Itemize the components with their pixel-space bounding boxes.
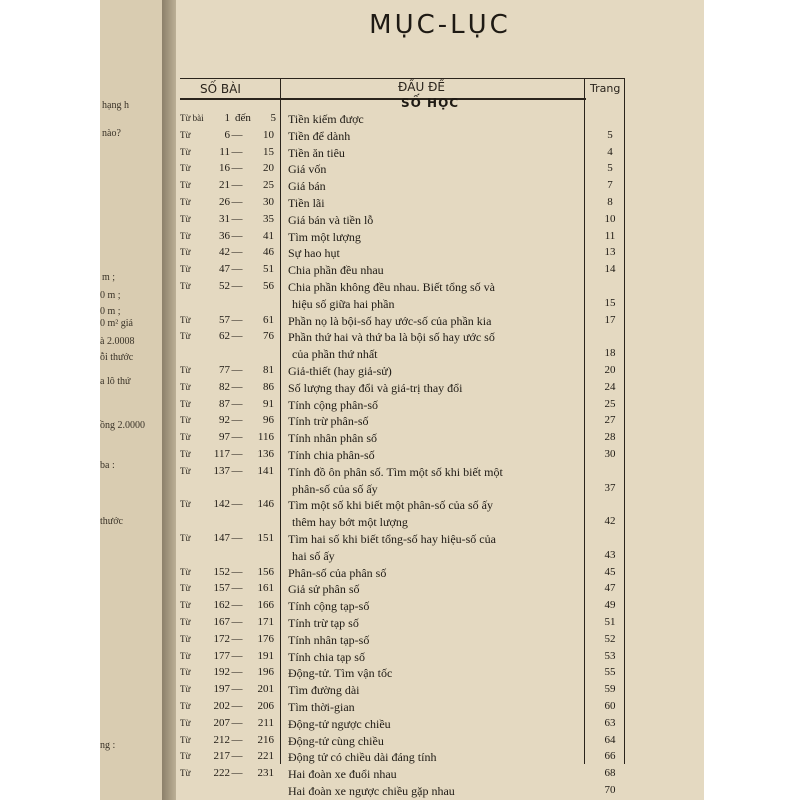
exercise-range (180, 582, 280, 594)
left-page-text-fragment: 0 m ; (100, 290, 121, 301)
page-number: 5 (607, 162, 613, 175)
range-sep: — (231, 448, 243, 460)
table-top-rule (180, 78, 624, 79)
range-prefix: Từ (180, 734, 191, 745)
range-prefix: Từ (180, 247, 191, 258)
range-from: 47 (219, 263, 230, 276)
range-to: 206 (257, 700, 274, 712)
topic-title: Hai đoàn xe đuổi nhau (288, 767, 397, 782)
range-to: 10 (263, 128, 274, 141)
exercise-range (180, 566, 280, 578)
range-to: 81 (263, 364, 274, 376)
range-from: 52 (219, 280, 230, 292)
range-to: 25 (263, 179, 274, 192)
exercise-range (180, 112, 280, 124)
range-to: 61 (263, 313, 274, 326)
range-to: 5 (270, 112, 276, 124)
topic-title: Hai đoàn xe ngược chiều gặp nhau (288, 784, 455, 798)
page-number: 42 (604, 515, 616, 528)
range-sep: — (231, 767, 243, 780)
range-from: 82 (219, 380, 230, 393)
page-number: 11 (604, 229, 616, 242)
exercise-range (180, 162, 280, 174)
range-from: 16 (219, 162, 230, 175)
topic-title: Tìm một số khi biết một phân-số của số ấy (288, 498, 493, 513)
range-sep: — (231, 397, 243, 410)
range-sep: — (231, 196, 243, 208)
range-from: 11 (219, 145, 230, 158)
range-from: 77 (219, 364, 230, 376)
range-sep: — (231, 313, 243, 326)
range-sep: — (231, 212, 243, 225)
range-from: 202 (213, 700, 230, 712)
page-number: 4 (607, 145, 613, 158)
range-from: 117 (213, 448, 230, 460)
topic-title: Phân-số của phân số (288, 565, 387, 580)
range-sep: — (231, 666, 243, 679)
table-of-contents-page (176, 0, 704, 800)
range-sep: — (231, 716, 243, 729)
page-title: MỤC-LỤC (369, 10, 511, 40)
range-prefix: Từ (180, 146, 191, 157)
page-number: 59 (604, 683, 616, 696)
exercise-range (180, 750, 280, 762)
range-to: 201 (257, 683, 274, 696)
range-from: 152 (213, 565, 230, 578)
range-to: 56 (263, 280, 274, 292)
page-number: 5 (607, 128, 613, 141)
range-prefix: Từ (180, 701, 191, 711)
range-from: 57 (219, 313, 230, 326)
range-prefix: Từ (180, 768, 191, 779)
range-sep: — (231, 565, 243, 578)
page-number: 53 (604, 649, 616, 662)
exercise-range (180, 666, 280, 678)
range-prefix: Từ (180, 566, 191, 577)
range-to: 166 (257, 599, 274, 612)
range-prefix: Từ (180, 717, 191, 728)
exercise-range (180, 230, 280, 242)
topic-title: Tiền để dành (288, 128, 351, 143)
range-sep: — (231, 599, 243, 612)
range-to: 176 (257, 632, 274, 645)
range-prefix: Từ (180, 499, 191, 510)
range-from: 97 (219, 431, 230, 444)
page-number: 10 (604, 212, 616, 225)
exercise-range (180, 767, 280, 779)
range-from: 207 (213, 716, 230, 729)
range-to: 171 (257, 616, 274, 628)
range-to: 221 (257, 750, 274, 763)
range-prefix: Từ (180, 617, 191, 627)
exercise-range (180, 246, 280, 258)
topic-title: Phần thứ hai và thứ ba là bội số hay ước số (288, 330, 495, 345)
range-from: 92 (219, 414, 230, 427)
range-from: 1 (224, 112, 230, 124)
range-sep: — (231, 380, 243, 393)
topic-title: Tiền kiếm được (288, 112, 364, 126)
topic-title: Tính nhân tạp-số (288, 632, 370, 647)
range-prefix: Từ (180, 230, 191, 241)
topic-title: Tính chia tạp số (288, 649, 365, 664)
range-to: 151 (257, 532, 274, 544)
page-number: 55 (604, 666, 616, 679)
range-prefix: Từ (180, 381, 191, 392)
exercise-range (180, 734, 280, 746)
range-to: 86 (263, 380, 274, 393)
range-sep: — (231, 464, 243, 477)
page-number: 24 (604, 380, 616, 393)
topic-title: Giả-thiết (hay giả-sử) (288, 364, 392, 378)
range-prefix: Từ (180, 684, 191, 695)
range-prefix: Từ (180, 163, 191, 174)
range-sep: — (231, 162, 243, 175)
left-page-text-fragment: thước (100, 516, 123, 527)
page-number: 27 (604, 414, 616, 427)
topic-title: Sự hao hụt (288, 246, 340, 261)
range-from: 87 (219, 397, 230, 410)
exercise-range (180, 717, 280, 729)
exercise-range (180, 330, 280, 342)
topic-title: Động-tử ngược chiều (288, 716, 391, 731)
page-number: 49 (604, 599, 616, 612)
range-sep: — (231, 750, 243, 763)
range-to: 41 (263, 229, 274, 242)
range-prefix: Từ (180, 633, 191, 644)
exercise-range (180, 700, 280, 712)
left-page (100, 0, 170, 800)
exercise-range (180, 448, 280, 460)
topic-title: Giá vốn (288, 162, 327, 177)
left-page-text-fragment: hạng h (102, 100, 129, 111)
topic-title: phân-số của số ấy (292, 481, 378, 496)
page-number: 8 (607, 196, 613, 208)
exercise-range (180, 146, 280, 158)
range-sep: — (231, 179, 243, 192)
exercise-range (180, 650, 280, 662)
range-sep: — (231, 128, 243, 141)
range-sep: đến (235, 112, 251, 124)
range-to: 211 (257, 716, 274, 729)
exercise-range (180, 414, 280, 426)
range-prefix: Từ (180, 432, 191, 443)
topic-title: Động-tử cùng chiều (288, 733, 384, 748)
range-prefix: Từ (180, 600, 191, 611)
topic-title: Phần nọ là bội-số hay ước-số của phần kia (288, 313, 492, 328)
left-page-text-fragment: m ; (102, 272, 116, 283)
topic-title: hiệu số giữa hai phần (292, 296, 395, 311)
table-col-divider-1 (280, 78, 281, 764)
range-sep: — (231, 683, 243, 696)
range-from: 62 (219, 330, 230, 343)
range-prefix: Từ (180, 281, 191, 291)
range-from: 142 (213, 498, 230, 511)
page-number: 13 (604, 246, 616, 259)
topic-title: thêm hay bớt một lượng (292, 515, 408, 530)
exercise-range (180, 465, 280, 477)
page-number: 45 (604, 565, 616, 578)
range-from: 162 (213, 599, 230, 612)
range-to: 46 (263, 246, 274, 259)
page-number: 28 (604, 431, 616, 444)
left-page-text-fragment: 0 m ; (100, 306, 121, 317)
range-prefix: Từ (180, 264, 191, 275)
range-prefix: Từ (180, 314, 191, 325)
range-prefix: Từ (180, 667, 191, 678)
range-sep: — (231, 733, 243, 746)
exercise-range (180, 179, 280, 191)
left-page-text-fragment: à 2.0008 (100, 336, 135, 347)
exercise-range (180, 280, 280, 292)
range-sep: — (231, 431, 243, 444)
column-header-topic: ĐẦU ĐỀ (398, 80, 445, 94)
range-to: 15 (263, 145, 274, 158)
range-to: 156 (257, 565, 274, 578)
range-from: 212 (213, 733, 230, 746)
page-number: 7 (607, 179, 613, 192)
range-from: 147 (213, 532, 230, 544)
page-number: 43 (604, 548, 616, 561)
exercise-range (180, 431, 280, 443)
topic-title: Giả sử phân số (288, 582, 360, 597)
topic-title: Tính nhân phân số (288, 431, 377, 446)
left-page-text-fragment: ng : (100, 740, 116, 751)
exercise-range (180, 532, 280, 544)
range-to: 191 (257, 649, 274, 662)
left-page-text-fragment: ỗi thước (100, 352, 134, 363)
range-prefix: Từ (180, 197, 191, 207)
range-prefix: Từ (180, 213, 191, 224)
range-sep: — (231, 632, 243, 645)
left-page-text-fragment: ồng 2.0000 (100, 420, 145, 431)
page-number: 52 (604, 632, 616, 645)
range-sep: — (231, 330, 243, 343)
topic-title: Tìm thời-gian (288, 700, 355, 714)
range-sep: — (231, 649, 243, 662)
range-prefix: Từ (180, 129, 191, 140)
page-number: 30 (604, 448, 616, 460)
column-header-page: Trang (590, 82, 621, 95)
left-page-text-fragment: a lô thứ (100, 376, 131, 387)
range-from: 167 (213, 616, 230, 628)
range-sep: — (231, 582, 243, 595)
topic-title: Tìm hai số khi biết tổng-số hay hiệu-số của (288, 532, 496, 546)
range-from: 21 (219, 179, 230, 192)
topic-title: Chia phần đều nhau (288, 263, 384, 278)
range-to: 96 (263, 414, 274, 427)
range-sep: — (231, 280, 243, 292)
range-prefix: Từ (180, 465, 191, 476)
range-sep: — (231, 364, 243, 376)
topic-title: Giá bán (288, 179, 326, 194)
page-number: 47 (604, 582, 616, 595)
range-sep: — (231, 414, 243, 427)
topic-title: Động tử có chiều dài đáng tính (288, 750, 437, 765)
exercise-range (180, 784, 280, 796)
range-from: 26 (219, 196, 230, 208)
range-sep: — (231, 700, 243, 712)
range-prefix: Từ (180, 583, 191, 594)
topic-title: Chia phần không đều nhau. Biết tổng số và (288, 280, 495, 294)
page-number: 25 (604, 397, 616, 410)
range-to: 116 (257, 431, 274, 444)
range-from: 31 (219, 212, 230, 225)
range-to: 231 (257, 767, 274, 780)
range-from: 6 (224, 128, 230, 141)
range-from: 36 (219, 229, 230, 242)
range-to: 136 (257, 448, 274, 460)
range-prefix: Từ (180, 398, 191, 409)
page-number: 64 (604, 733, 616, 746)
range-prefix: Từ (180, 533, 191, 543)
page-number: 63 (604, 716, 616, 729)
range-prefix: Từ (180, 449, 191, 459)
range-sep: — (231, 145, 243, 158)
range-from: 222 (213, 767, 230, 780)
range-to: 35 (263, 212, 274, 225)
column-header-number: SỐ BÀI (200, 82, 241, 96)
range-to: 51 (263, 263, 274, 276)
topic-title: Tính cộng tạp-số (288, 599, 370, 614)
exercise-range (180, 633, 280, 645)
range-from: 192 (213, 666, 230, 679)
range-sep: — (231, 498, 243, 511)
range-prefix: Từ bài (180, 113, 204, 123)
range-to: 196 (257, 666, 274, 679)
range-sep: — (231, 246, 243, 259)
range-to: 76 (263, 330, 274, 343)
topic-title: Giá bán và tiền lỗ (288, 212, 374, 227)
topic-title: Tính trừ tạp số (288, 616, 359, 630)
page-number: 15 (604, 296, 616, 309)
page-number: 20 (604, 364, 616, 376)
range-prefix: Từ (180, 650, 191, 661)
range-from: 177 (213, 649, 230, 662)
range-from: 197 (213, 683, 230, 696)
exercise-range (180, 364, 280, 376)
exercise-range (180, 213, 280, 225)
page-number: 37 (604, 481, 616, 494)
topic-title: Tìm đường dài (288, 683, 360, 698)
range-from: 217 (213, 750, 230, 763)
range-to: 216 (257, 733, 274, 746)
exercise-range (180, 129, 280, 141)
page-number: 14 (604, 263, 616, 276)
topic-title: Tìm một lượng (288, 229, 361, 244)
exercise-range (180, 314, 280, 326)
topic-title: Tính chia phân-số (288, 448, 375, 462)
range-sep: — (231, 263, 243, 276)
left-page-text-fragment: ba : (100, 460, 115, 471)
range-to: 91 (263, 397, 274, 410)
left-page-text-fragment: nào? (102, 128, 121, 139)
range-prefix: Từ (180, 331, 191, 342)
topic-title: hai số ấy (292, 548, 335, 563)
exercise-range (180, 398, 280, 410)
page-number: 66 (604, 750, 616, 763)
page-number: 60 (604, 700, 616, 712)
range-from: 42 (219, 246, 230, 259)
page-number: 17 (604, 313, 616, 326)
page-number: 51 (604, 616, 616, 628)
range-to: 141 (257, 464, 274, 477)
range-sep: — (231, 532, 243, 544)
left-page-text-fragment: 0 m² giá (100, 318, 133, 329)
exercise-range (180, 683, 280, 695)
table-header-rule (180, 98, 586, 100)
range-to: 161 (257, 582, 274, 595)
range-prefix: Từ (180, 751, 191, 762)
page-number: 68 (604, 767, 616, 780)
range-sep: — (231, 229, 243, 242)
table-col-divider-2 (584, 78, 585, 764)
range-from: 172 (213, 632, 230, 645)
topic-title: của phần thứ nhất (292, 347, 378, 362)
range-to: 146 (257, 498, 274, 511)
exercise-range (180, 498, 280, 510)
topic-title: Động-tử. Tìm vận tốc (288, 666, 393, 681)
topic-title: Tính cộng phân-số (288, 397, 378, 412)
range-sep: — (231, 616, 243, 628)
range-from: 137 (213, 464, 230, 477)
exercise-range (180, 263, 280, 275)
topic-title: Tiền lãi (288, 196, 325, 210)
topic-title: Tính đồ ôn phân số. Tìm một số khi biết một (288, 464, 503, 479)
range-from: 157 (213, 582, 230, 595)
section-heading: SỐ HỌC (401, 96, 460, 110)
topic-title: Số lượng thay đổi và giá-trị thay đổi (288, 380, 463, 395)
range-prefix: Từ (180, 415, 191, 426)
range-to: 30 (263, 196, 274, 208)
exercise-range (180, 381, 280, 393)
range-prefix: Từ (180, 180, 191, 191)
page-number: 70 (604, 784, 616, 796)
range-to: 20 (263, 162, 274, 175)
exercise-range (180, 599, 280, 611)
range-prefix: Từ (180, 365, 191, 375)
topic-title: Tính trừ phân-số (288, 414, 369, 429)
exercise-range (180, 616, 280, 628)
exercise-range (180, 196, 280, 208)
page-number: 18 (604, 347, 616, 360)
topic-title: Tiền ăn tiêu (288, 145, 345, 160)
